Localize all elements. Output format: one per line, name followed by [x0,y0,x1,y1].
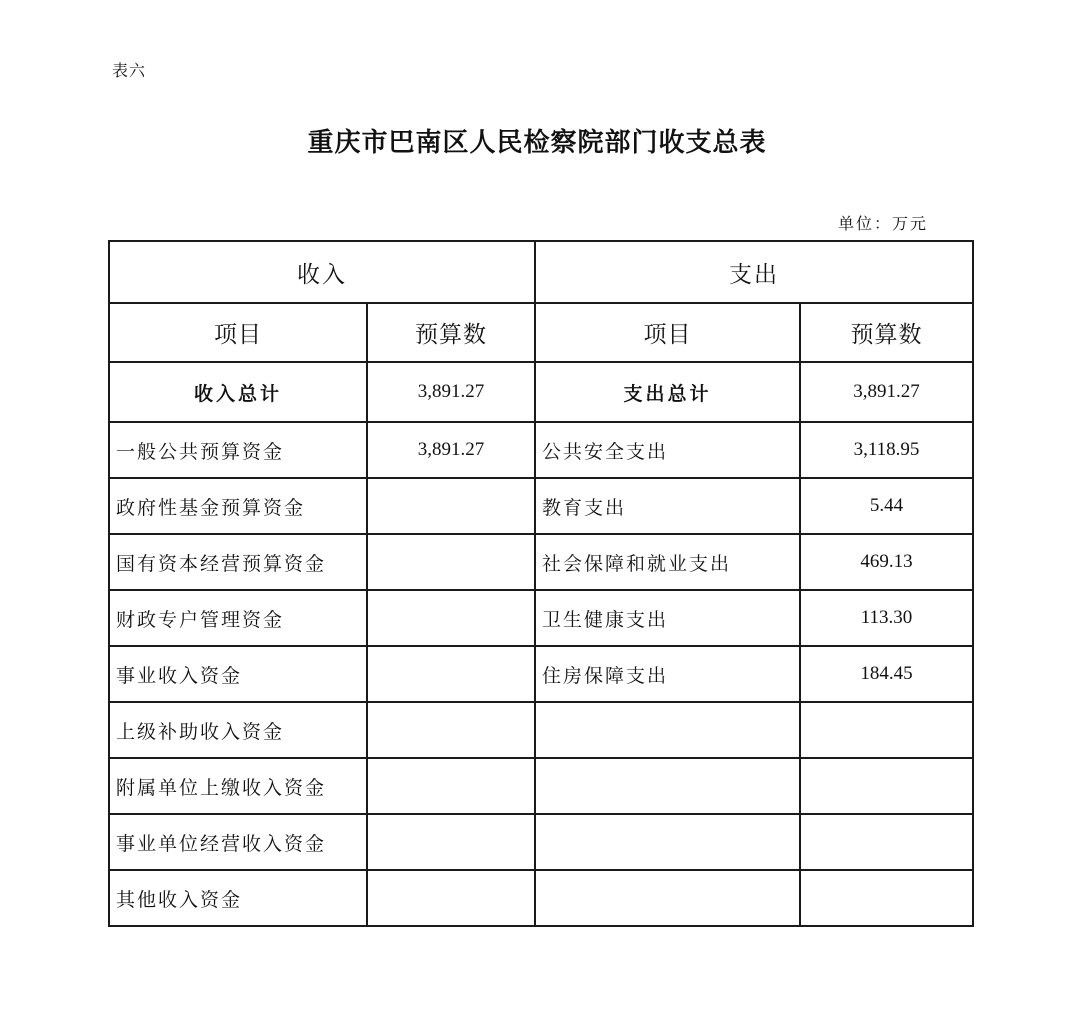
unit-label: 单位：万元 [838,214,929,233]
table-number-label: 表六 [112,61,147,80]
income-item-cell: 事业单位经营收入资金 [109,814,367,870]
income-value-cell [367,534,535,590]
expense-group-header: 支出 [535,241,973,303]
income-value-cell [367,478,535,534]
income-item-cell: 上级补助收入资金 [109,702,367,758]
income-value-cell [367,758,535,814]
table-total-row [109,362,973,422]
income-value-cell [367,702,535,758]
income-value-cell [367,646,535,702]
expense-value-cell [800,814,973,870]
expense-item-cell: 社会保障和就业支出 [535,534,800,590]
income-value-cell [367,590,535,646]
table-row [109,478,973,534]
expense-item-cell [535,814,800,870]
expense-item-header: 项目 [535,303,800,362]
table-group-header-row [109,241,973,303]
income-total-label: 收入总计 [109,362,367,422]
page-title: 重庆市巴南区人民检察院部门收支总表 [307,128,767,158]
expense-value-cell: 469.13 [800,534,973,590]
income-budget-header: 预算数 [367,303,535,362]
income-group-header: 收入 [109,241,535,303]
table-row [109,646,973,702]
expense-item-cell: 教育支出 [535,478,800,534]
income-item-cell: 国有资本经营预算资金 [109,534,367,590]
expense-budget-header: 预算数 [800,303,973,362]
income-value-cell [367,814,535,870]
income-value-cell [367,870,535,926]
income-item-cell: 事业收入资金 [109,646,367,702]
expense-item-cell [535,702,800,758]
budget-summary-table [108,240,974,927]
expense-value-cell: 113.30 [800,590,973,646]
table-row [109,870,973,926]
table-row [109,758,973,814]
expense-value-cell: 5.44 [800,478,973,534]
income-item-cell: 一般公共预算资金 [109,422,367,478]
expense-value-cell [800,758,973,814]
expense-item-cell [535,870,800,926]
expense-value-cell [800,870,973,926]
income-item-cell: 附属单位上缴收入资金 [109,758,367,814]
expense-value-cell: 3,118.95 [800,422,973,478]
income-item-cell: 政府性基金预算资金 [109,478,367,534]
expense-total-value: 3,891.27 [800,362,973,422]
table-row [109,534,973,590]
expense-total-label: 支出总计 [535,362,800,422]
table-column-header-row [109,303,973,362]
expense-item-cell: 住房保障支出 [535,646,800,702]
expense-item-cell: 公共安全支出 [535,422,800,478]
income-item-cell: 其他收入资金 [109,870,367,926]
income-item-cell: 财政专户管理资金 [109,590,367,646]
table-row [109,702,973,758]
table-row [109,814,973,870]
income-total-value: 3,891.27 [367,362,535,422]
expense-value-cell [800,702,973,758]
table-row [109,590,973,646]
expense-item-cell: 卫生健康支出 [535,590,800,646]
income-item-header: 项目 [109,303,367,362]
table-row [109,422,973,478]
expense-value-cell: 184.45 [800,646,973,702]
income-value-cell: 3,891.27 [367,422,535,478]
expense-item-cell [535,758,800,814]
